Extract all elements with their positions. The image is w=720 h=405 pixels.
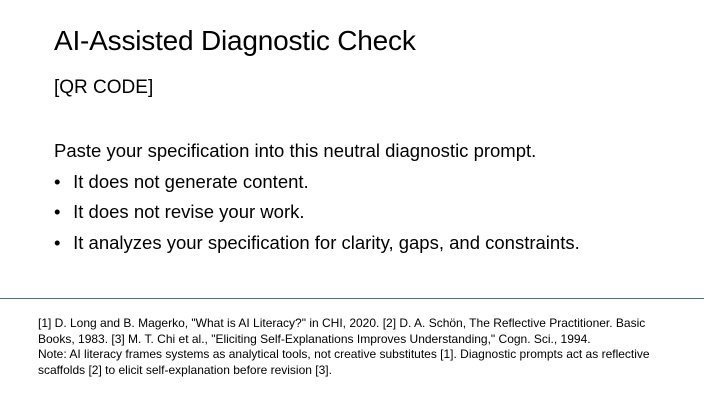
- qr-code-placeholder: [QR CODE]: [54, 77, 154, 98]
- bullet-text: It does not generate content.: [73, 170, 309, 192]
- note-line: Books, 1983. [3] M. T. Chi et al., "Eliciting Self-Explanations Improves Understanding," Cogn. Sci., 1994.: [38, 331, 591, 346]
- bullet-text: It analyzes your specification for clarity, gaps, and constraints.: [73, 231, 580, 253]
- references-notes: [38, 316, 678, 378]
- bullet-item: [54, 197, 580, 228]
- note-line: [1] D. Long and B. Magerko, "What is AI Literacy?" in CHI, 2020. [2] D. A. Schön, The Reflective Practitioner. Basic: [38, 316, 646, 330]
- note-line: scaffolds [2] to elicit self-explanation before revision [3].: [38, 362, 332, 377]
- bullet-text: It does not revise your work.: [73, 201, 305, 222]
- bullet-item: [54, 167, 580, 198]
- bullet-icon: •: [54, 170, 61, 192]
- bullet-icon: •: [54, 231, 61, 253]
- intro-text: Paste your specification into this neutral diagnostic prompt.: [54, 140, 537, 161]
- bullet-icon: •: [54, 201, 61, 222]
- bullet-item: [54, 228, 580, 259]
- slide-body: [54, 136, 580, 258]
- note-line: Note: AI literacy frames systems as analytical tools, not creative substitutes [1]. Diagnostic prompts act as reflective: [38, 347, 650, 362]
- slide-title: AI-Assisted Diagnostic Check: [54, 25, 416, 56]
- notes-divider: [0, 298, 704, 299]
